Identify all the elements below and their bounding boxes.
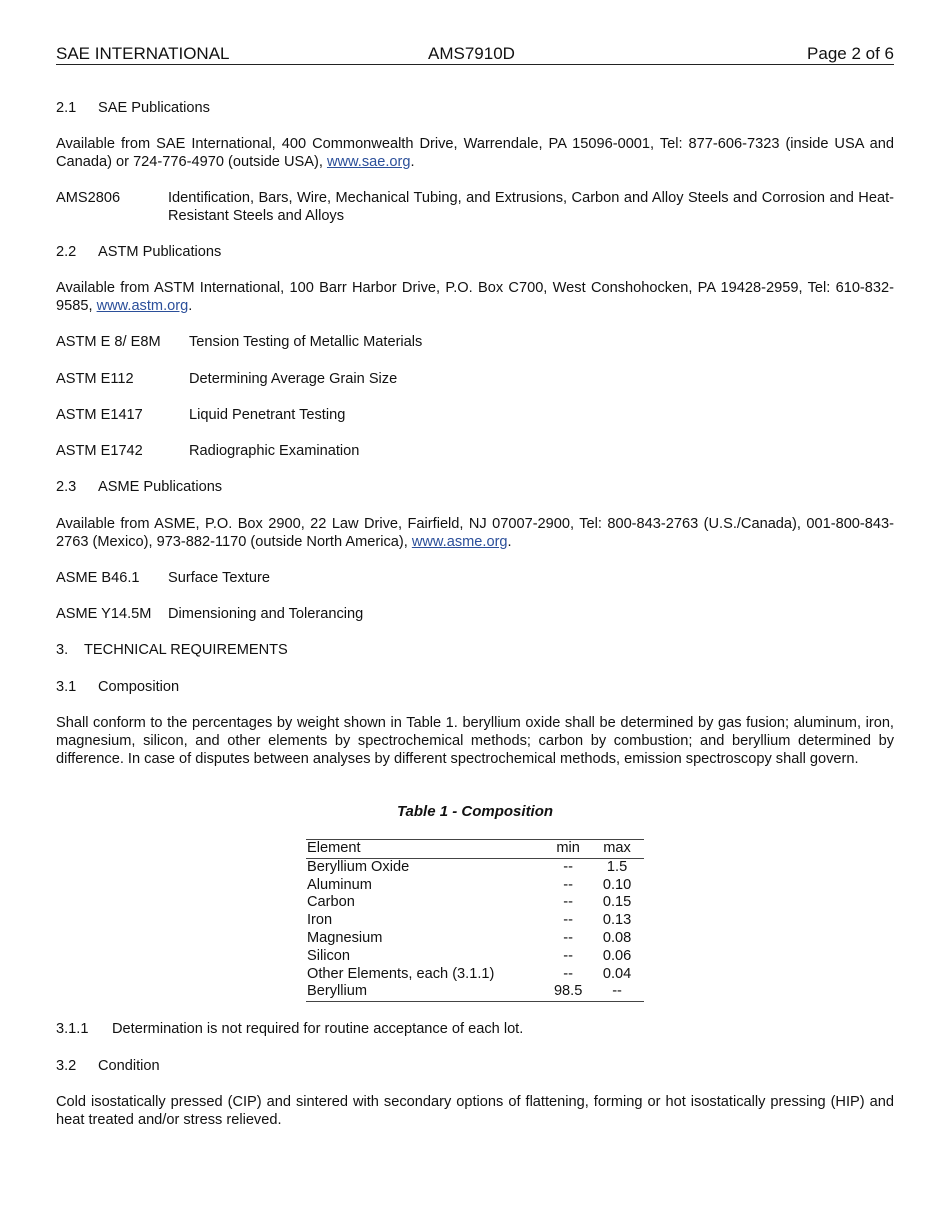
section-title: ASME Publications: [98, 479, 223, 495]
ref-astm-e1742: [56, 442, 894, 460]
section-body: Determination is not required for routine acceptance of each lot.: [112, 1021, 524, 1037]
ref-ams2806: [56, 189, 894, 227]
cell-min: --: [563, 912, 574, 929]
header-org: SAE INTERNATIONAL: [56, 44, 230, 63]
section-number: 2.1: [56, 100, 77, 116]
section-number: 3.: [56, 642, 69, 658]
cell-min: --: [563, 929, 574, 946]
table-row: [306, 877, 644, 895]
ref-code: AMS2806: [56, 190, 121, 206]
ref-title: Surface Texture: [168, 570, 270, 586]
section-3-2-heading: [56, 1057, 894, 1075]
asme-link[interactable]: www.asme.org: [411, 534, 508, 550]
section-number: 3.1.1: [56, 1021, 89, 1037]
ref-title: Dimensioning and Tolerancing: [168, 606, 364, 622]
section-2-1-availability: Available from SAE International, 400 Commonwealth Drive, Warrendale, PA 15096-0001, Tel: 877-606-7323 (inside USA and Canada) or 724-776-4970 (outside USA), www.sae.org.: [56, 136, 894, 170]
section-2-2-availability: Available from ASTM International, 100 Barr Harbor Drive, P.O. Box C700, West Conshohocken, PA 19428-2959, Tel: 610-832-9585, www.astm.org.: [56, 280, 894, 314]
section-2-3-heading: [56, 478, 894, 496]
ref-title: Identification, Bars, Wire, Mechanical Tubing, and Extrusions, Carbon and Alloy Steels and Corrosion and Heat-Resistant Steels and Alloys: [168, 190, 894, 224]
ref-asme-y14: [56, 605, 894, 623]
table-row: [306, 966, 644, 984]
ref-astm-e8: [56, 333, 894, 351]
cell-max: 0.15: [602, 894, 632, 911]
cell-max: 0.08: [602, 929, 632, 946]
availability-text: Available from SAE International, 400 Commonwealth Drive, Warrendale, PA 15096-0001, Tel: 877-606-7323 (inside USA and Canada) or 724-776-4970 (outside USA),: [56, 136, 894, 170]
cell-max: 0.04: [602, 965, 632, 982]
section-title: Composition: [98, 679, 180, 695]
cell-min: --: [563, 876, 574, 893]
section-3-2-body: Cold isostatically pressed (CIP) and sintered with secondary options of flattening, forming or hot isostatically pressing (HIP) and heat treated and/or stress relieved.: [56, 1094, 894, 1128]
ref-asme-b46: [56, 569, 894, 587]
header-page-number: Page 2 of 6: [807, 44, 894, 63]
section-title: SAE Publications: [98, 100, 210, 116]
ref-title: Radiographic Examination: [189, 443, 360, 459]
sae-link[interactable]: www.sae.org: [326, 154, 411, 170]
cell-element: Beryllium Oxide: [307, 858, 410, 875]
table-caption: Table 1 - Composition: [396, 803, 554, 820]
ref-code: ASTM E112: [56, 371, 134, 387]
ref-astm-e1417: [56, 406, 894, 424]
col-header-element: Element: [307, 840, 361, 856]
table-row: [306, 930, 644, 948]
section-title: ASTM Publications: [98, 244, 222, 260]
section-2-2-heading: [56, 243, 894, 261]
cell-element: Other Elements, each (3.1.1): [307, 965, 495, 982]
cell-min: --: [563, 858, 574, 875]
cell-min: --: [563, 894, 574, 911]
cell-element: Magnesium: [307, 929, 383, 946]
table-row: [306, 894, 644, 912]
table-row: [306, 948, 644, 966]
table-row: [306, 983, 644, 1001]
ref-astm-e112: [56, 370, 894, 388]
ref-code: ASTM E1742: [56, 443, 143, 459]
section-number: 2.3: [56, 479, 77, 495]
cell-min: --: [563, 947, 574, 964]
ref-title: Determining Average Grain Size: [189, 371, 398, 387]
cell-max: 0.10: [602, 876, 632, 893]
cell-max: 0.06: [602, 947, 632, 964]
section-number: 2.2: [56, 244, 77, 260]
cell-max: 1.5: [606, 858, 628, 875]
availability-text: Available from ASTM International, 100 Barr Harbor Drive, P.O. Box C700, West Conshohocken, PA 19428-2959, Tel: 610-832-9585,: [56, 280, 894, 314]
header-doc-number: AMS7910D: [428, 44, 515, 63]
table-header-row: [306, 840, 644, 859]
composition-table: [306, 839, 644, 1002]
section-3-1-1: [56, 1020, 894, 1038]
section-3-1-body: Shall conform to the percentages by weight shown in Table 1. beryllium oxide shall be determined by gas fusion; aluminum, iron, magnesium, silicon, and other elements by spectrochemical methods; carbon by combustion; and beryllium determined by difference. In case of disputes between analyses by different spectrochemical methods, emission spectroscopy shall govern.: [56, 715, 894, 767]
section-3-1-heading: [56, 678, 894, 696]
availability-text: Available from ASME, P.O. Box 2900, 22 Law Drive, Fairfield, NJ 07007-2900, Tel: 800-843-2763 (U.S./Canada), 001-800-843-2763 (Mexico), 973-882-1170 (outside North America),: [56, 516, 894, 550]
cell-min: --: [563, 965, 574, 982]
page-header: [56, 44, 894, 65]
ref-code: ASTM E1417: [56, 407, 143, 423]
cell-element: Carbon: [307, 894, 355, 911]
ref-title: Tension Testing of Metallic Materials: [189, 334, 423, 350]
ref-code: ASTM E 8/ E8M: [56, 334, 161, 350]
section-number: 3.1: [56, 679, 77, 695]
section-2-3-availability: Available from ASME, P.O. Box 2900, 22 Law Drive, Fairfield, NJ 07007-2900, Tel: 800-843-2763 (U.S./Canada), 001-800-843-2763 (Mexico), 973-882-1170 (outside North America), www.asme.org.: [56, 516, 894, 550]
cell-element: Silicon: [307, 947, 350, 964]
ref-code: ASME B46.1: [56, 570, 140, 586]
section-2-1-heading: [56, 99, 894, 117]
cell-max: 0.13: [602, 912, 632, 929]
table-row: [306, 858, 644, 876]
section-title: Condition: [98, 1058, 160, 1074]
cell-max: --: [612, 983, 622, 1000]
section-3-heading: [56, 641, 894, 659]
cell-element: Beryllium: [307, 983, 368, 1000]
ref-title: Liquid Penetrant Testing: [189, 407, 346, 423]
col-header-min: min: [556, 840, 580, 856]
ref-code: ASME Y14.5M: [56, 606, 152, 622]
table-row: [306, 912, 644, 930]
cell-element: Aluminum: [307, 876, 372, 893]
section-title: TECHNICAL REQUIREMENTS: [84, 642, 288, 658]
cell-element: Iron: [307, 912, 333, 929]
section-number: 3.2: [56, 1058, 77, 1074]
cell-min: 98.5: [553, 983, 583, 1000]
astm-link[interactable]: www.astm.org: [96, 298, 189, 314]
col-header-max: max: [603, 840, 631, 856]
